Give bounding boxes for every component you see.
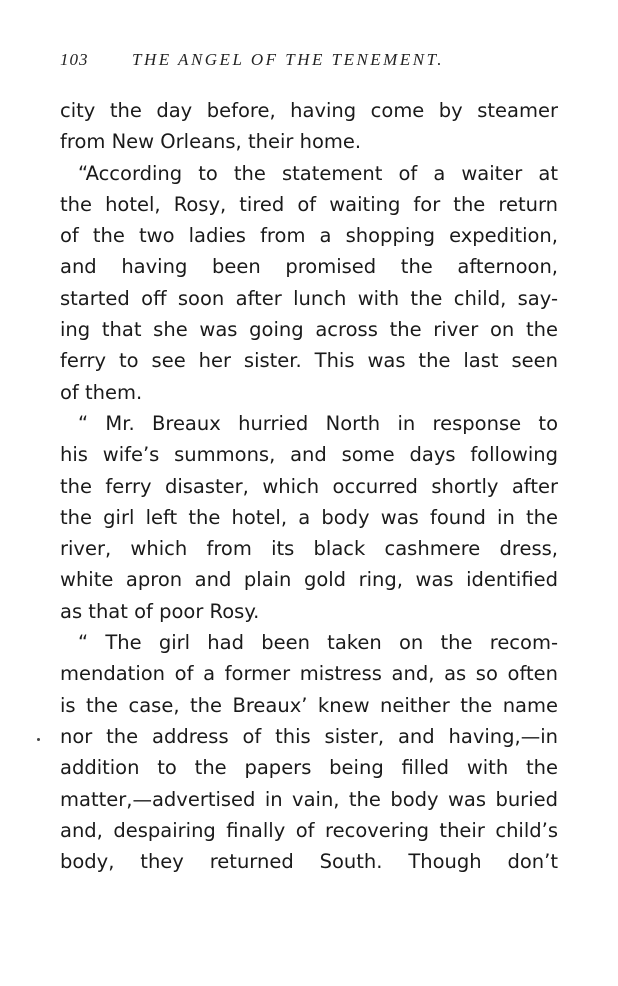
text-line: nor the address of this sister, and having,—in <box>60 724 558 748</box>
text-line: started off soon after lunch with the child, say- <box>60 286 558 310</box>
text-line: white apron and plain gold ring, was identified <box>60 568 558 592</box>
text-line: “ The girl had been taken on the recom- <box>78 631 558 655</box>
text-line: of them. <box>60 380 143 404</box>
text-line: the hotel, Rosy, tired of waiting for the return <box>60 192 558 216</box>
text-line: “According to the statement of a waiter at <box>78 161 558 185</box>
text-line: addition to the papers being filled with the <box>60 756 558 780</box>
paragraph-1 <box>60 95 558 158</box>
margin-speck <box>37 738 40 741</box>
text-line: matter,—advertised in vain, the body was buried <box>60 787 558 811</box>
text-line: from New Orleans, their home. <box>60 130 362 154</box>
text-line: is the case, the Breaux’ knew neither the name <box>60 693 558 717</box>
body-text <box>60 95 558 877</box>
text-line: mendation of a former mistress and, as so often <box>60 662 558 686</box>
text-line: the girl left the hotel, a body was found in the <box>60 505 558 529</box>
text-line: city the day before, having come by steamer <box>60 99 558 122</box>
text-line: his wife’s summons, and some days following <box>60 443 558 467</box>
text-line: as that of poor Rosy. <box>60 599 260 623</box>
text-line: river, which from its black cashmere dress, <box>60 537 558 561</box>
text-line: of the two ladies from a shopping expedition, <box>60 224 558 248</box>
text-line: “ Mr. Breaux hurried North in response to <box>78 411 558 435</box>
page-number: 103 <box>60 50 89 69</box>
paragraph-3 <box>60 408 558 627</box>
text-line: body, they returned South. Though don’t <box>60 850 558 874</box>
text-line: ferry to see her sister. This was the last seen <box>60 349 558 373</box>
paragraph-2 <box>60 158 558 408</box>
text-line: and having been promised the afternoon, <box>60 255 558 279</box>
text-line: the ferry disaster, which occurred shortly after <box>60 474 558 498</box>
text-line: and, despairing finally of recovering their child’s <box>60 818 558 842</box>
text-line: ing that she was going across the river on the <box>60 318 558 342</box>
running-head <box>60 50 558 74</box>
paragraph-4 <box>60 627 558 877</box>
running-title: THE ANGEL OF THE TENEMENT. <box>132 50 445 69</box>
